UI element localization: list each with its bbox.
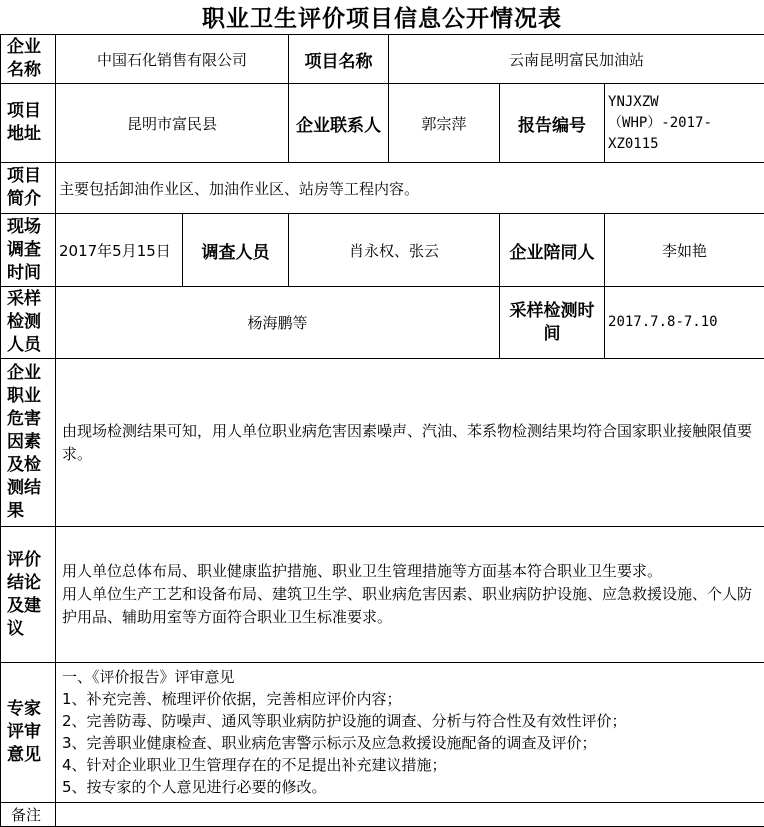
row-survey [1,214,764,287]
company-contact-label: 企业联系人 [289,84,389,163]
evaluation-paragraph-1: 用人单位总体布局、职业健康监护措施、职业卫生管理措施等方面基本符合职业卫生要求。 [62,560,761,583]
site-survey-time-label: 现场调查时间 [1,214,56,287]
row-evaluation [1,527,764,663]
hazard-results-value: 由现场检测结果可知，用人单位职业病危害因素噪声、汽油、苯系物检测结果均符合国家职业接触限值要求。 [56,359,764,527]
project-address-label: 项目地址 [1,84,56,163]
expert-review-line: 5、按专家的个人意见进行必要的修改。 [62,776,761,798]
sampling-time-value: 2017.7.8-7.10 [605,287,764,359]
row-expert [1,663,764,803]
company-contact-value: 郭宗萍 [389,84,500,163]
project-name-value: 云南昆明富民加油站 [389,35,764,84]
report-no-value: YNJXZW（WHP）-2017-XZ0115 [605,84,764,163]
surveyors-label: 调查人员 [183,214,289,287]
project-intro-label: 项目简介 [1,163,56,214]
page-title: 职业卫生评价项目信息公开情况表 [0,0,764,36]
evaluation-label: 评价结论及建议 [1,527,56,663]
expert-review-line: 1、补充完善、梳理评价依据，完善相应评价内容； [62,688,761,710]
row-remarks [1,803,764,827]
project-address-value: 昆明市富民县 [56,84,289,163]
sampling-time-label: 采样检测时间 [500,287,605,359]
expert-review-line: 3、完善职业健康检查、职业病危害警示标示及应急救援设施配备的调查及评价； [62,732,761,754]
site-survey-time-value: 2017年5月15日 [56,214,183,287]
company-name-value: 中国石化销售有限公司 [56,35,289,84]
evaluation-value [56,527,764,663]
company-escort-label: 企业陪同人 [500,214,605,287]
surveyors-value: 肖永权、张云 [289,214,500,287]
hazard-results-label: 企业职业危害因素及检测结果 [1,359,56,527]
expert-review-value [56,663,764,803]
remarks-label: 备注 [1,803,56,827]
sampling-personnel-label: 采样检测人员 [1,287,56,359]
expert-review-line: 2、完善防毒、防噪声、通风等职业病防护设施的调查、分析与符合性及有效性评价； [62,710,761,732]
project-name-label: 项目名称 [289,35,389,84]
row-intro [1,163,764,214]
expert-review-line: 4、针对企业职业卫生管理存在的不足提出补充建议措施； [62,754,761,776]
evaluation-paragraph-2: 用人单位生产工艺和设备布局、建筑卫生学、职业病危害因素、职业病防护设施、应急救援设施、个人防护用品、辅助用室等方面符合职业卫生标准要求。 [62,583,761,629]
row-address [1,84,764,163]
report-no-label: 报告编号 [500,84,605,163]
info-table [0,34,764,827]
expert-review-line: 一、《评价报告》评审意见 [62,666,761,688]
row-sampling [1,287,764,359]
row-hazard [1,359,764,527]
project-intro-value: 主要包括卸油作业区、加油作业区、站房等工程内容。 [56,163,764,214]
sampling-personnel-value: 杨海鹏等 [56,287,500,359]
expert-review-label: 专家评审意见 [1,663,56,803]
company-name-label: 企业名称 [1,35,56,84]
company-escort-value: 李如艳 [605,214,764,287]
remarks-value [56,803,764,827]
row-company [1,35,764,84]
